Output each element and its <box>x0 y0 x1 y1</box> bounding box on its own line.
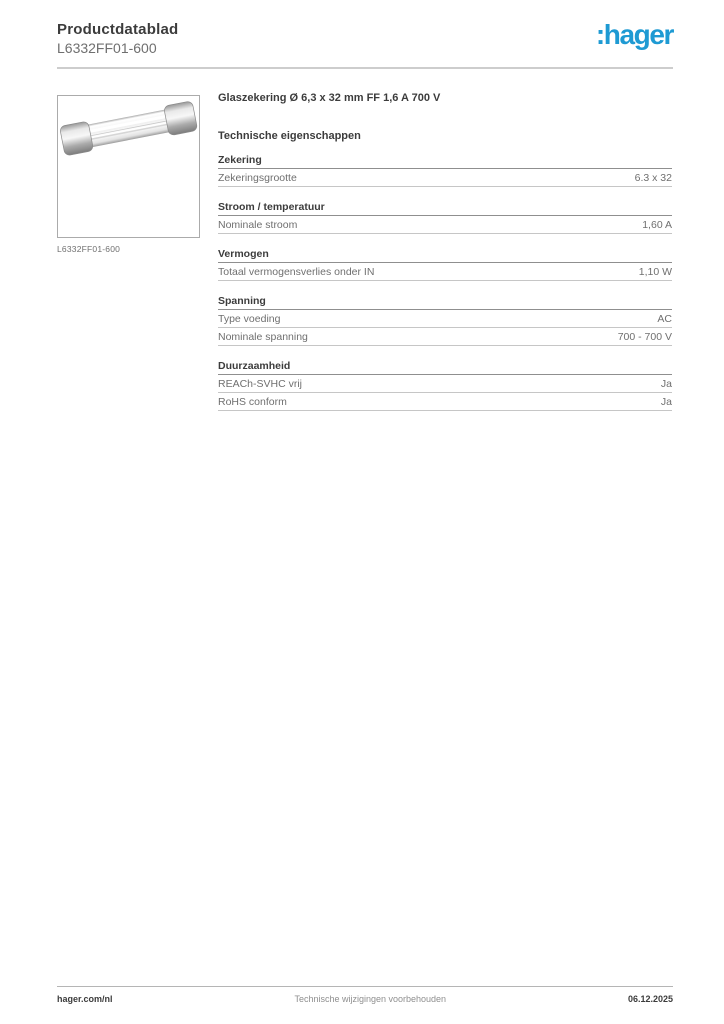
header-divider <box>57 67 673 69</box>
product-reference: L6332FF01-600 <box>57 40 157 56</box>
spec-row-label: Type voeding <box>218 313 281 325</box>
spec-row-value: 1,10 W <box>638 266 672 278</box>
spec-row <box>218 328 672 346</box>
spec-row-label: Nominale stroom <box>218 219 298 231</box>
footer-disclaimer: Technische wijzigingen voorbehouden <box>294 994 447 1004</box>
footer-divider <box>57 986 673 987</box>
spec-row-value: Ja <box>660 396 672 408</box>
spec-row-value: AC <box>657 313 672 325</box>
spec-row <box>218 375 672 393</box>
spec-row-label: RoHS conform <box>218 396 287 408</box>
spec-section <box>218 360 672 411</box>
spec-row <box>218 310 672 328</box>
spec-section-title: Stroom / temperatuur <box>218 201 672 216</box>
spec-section <box>218 295 672 346</box>
spec-section-title: Vermogen <box>218 248 672 263</box>
footer-website: hager.com/nl <box>57 994 113 1004</box>
product-image-caption: L6332FF01-600 <box>57 244 121 254</box>
spec-sections <box>218 154 672 411</box>
spec-row-label: Zekeringsgrootte <box>218 172 297 184</box>
product-image <box>57 95 200 238</box>
doc-header <box>57 21 178 56</box>
spec-row <box>218 216 672 234</box>
glass-fuse-illustration <box>58 96 199 237</box>
spec-column <box>218 92 672 411</box>
spec-row-value: 1,60 A <box>642 219 672 231</box>
spec-row <box>218 169 672 187</box>
tech-properties-heading: Technische eigenschappen <box>218 130 361 142</box>
spec-row <box>218 263 672 281</box>
spec-section <box>218 201 672 234</box>
spec-section <box>218 154 672 187</box>
spec-section-title: Spanning <box>218 295 672 310</box>
spec-row-value: 6.3 x 32 <box>634 172 672 184</box>
spec-section-title: Zekering <box>218 154 672 169</box>
spec-row <box>218 393 672 411</box>
hager-logo: :hager <box>595 19 673 50</box>
spec-row-label: Nominale spanning <box>218 331 308 343</box>
spec-row-label: Totaal vermogensverlies onder IN <box>218 266 375 278</box>
product-image-column <box>57 95 200 254</box>
spec-section-title: Duurzaamheid <box>218 360 672 375</box>
spec-row-value: Ja <box>660 378 672 390</box>
product-title: Glaszekering Ø 6,3 x 32 mm FF 1,6 A 700 V <box>218 92 441 104</box>
spec-row-value: 700 - 700 V <box>617 331 672 343</box>
spec-row-label: REACh-SVHC vrij <box>218 378 303 390</box>
doc-footer <box>57 994 673 1004</box>
footer-date: 06.12.2025 <box>627 994 673 1004</box>
spec-section <box>218 248 672 281</box>
doc-type-title: Productdatablad <box>57 21 179 38</box>
